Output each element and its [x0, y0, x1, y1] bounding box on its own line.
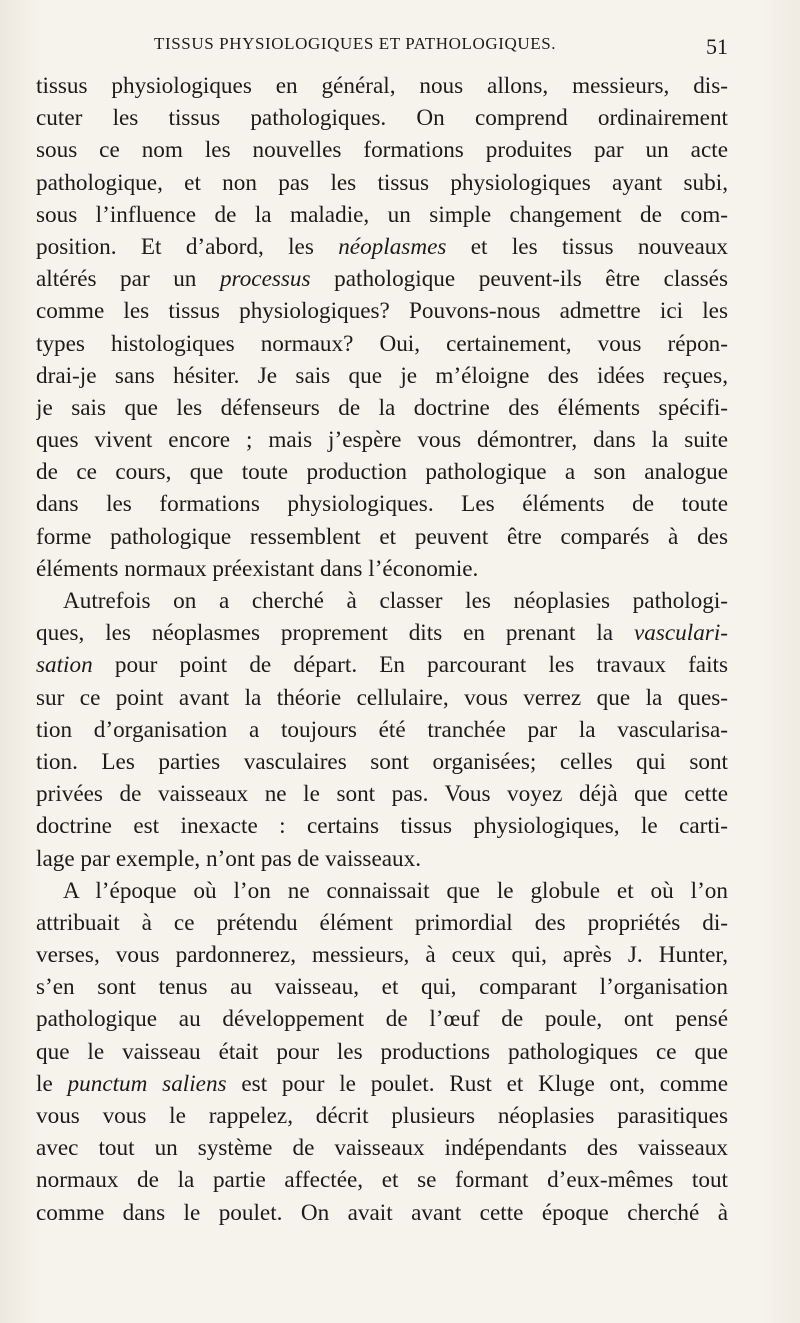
running-title: TISSUS PHYSIOLOGIQUES ET PATHOLOGIQUES. [154, 34, 557, 53]
text-line [36, 1100, 728, 1132]
text-segment: position. Et d’abord, les [36, 233, 339, 260]
text-segment: forme pathologique ressemblent et peuvent être comparés à des [36, 523, 728, 550]
text-line [36, 488, 728, 520]
text-segment: normaux de la partie affectée, et se formant d’eux-mêmes tout [36, 1167, 728, 1194]
text-segment: attribuait à ce prétendu élément primordial des propriétés di- [36, 909, 728, 936]
text-segment: pour point de départ. En parcourant les travaux faits [92, 652, 728, 679]
text-segment: A l’époque où l’on ne connaissait que le globule et où l’on [63, 877, 728, 904]
text-segment: sur ce point avant la théorie cellulaire, vous verrez que la ques- [36, 684, 728, 711]
text-line [36, 231, 728, 263]
text-segment: est pour le poulet. Rust et Kluge ont, comme [226, 1070, 728, 1097]
text-line [36, 971, 728, 1003]
text-line [36, 1036, 728, 1068]
text-segment: types histologiques normaux? Oui, certainement, vous répon- [36, 330, 728, 357]
text-segment: tion. Les parties vasculaires sont organisées; celles qui sont [36, 748, 728, 775]
text-line [36, 392, 728, 424]
text-segment: que le vaisseau était pour les productions pathologiques ce que [36, 1038, 728, 1065]
text-line [36, 1068, 728, 1100]
italic-term: vasculari- [633, 620, 728, 647]
text-segment: comme les tissus physiologiques? Pouvons-nous admettre ici les [36, 298, 728, 325]
text-segment: je sais que les défenseurs de la doctrine des éléments spécifi- [36, 394, 728, 421]
text-line [36, 134, 728, 166]
text-segment: privées de vaisseaux ne le sont pas. Vous voyez déjà que cette [36, 781, 728, 808]
text-line [36, 167, 728, 199]
text-line [36, 682, 728, 714]
text-segment: ques, les néoplasmes proprement dits en prenant la [36, 620, 634, 647]
italic-term: néoplasmes [338, 233, 447, 260]
text-segment: tion d’organisation a toujours été tranchée par la vascularisa- [36, 716, 728, 743]
text-line [36, 102, 728, 134]
text-segment: altérés par un [36, 266, 220, 293]
text-segment: verses, vous pardonnerez, messieurs, à ceux qui, après J. Hunter, [36, 942, 728, 969]
text-line [36, 360, 728, 392]
text-segment: sous l’influence de la maladie, un simple changement de com- [36, 201, 728, 228]
text-line [36, 199, 728, 231]
text-line [36, 521, 728, 553]
text-segment: doctrine est inexacte : certains tissus physiologiques, le carti- [36, 813, 728, 840]
text-segment: drai-je sans hésiter. Je sais que je m’éloigne des idées reçues, [36, 362, 728, 389]
text-line [36, 875, 728, 907]
text-line [36, 617, 728, 649]
text-segment: pathologique au développement de l’œuf de poule, ont pensé [36, 1006, 728, 1033]
text-segment: vous vous le rappelez, décrit plusieurs néoplasies parasitiques [36, 1103, 728, 1129]
page-number: 51 [706, 34, 728, 59]
text-line [36, 585, 728, 617]
italic-term: processus [219, 266, 311, 293]
text-segment: lage par exemple, n’ont pas de vaisseaux. [36, 845, 422, 872]
italic-term: sation [36, 652, 93, 679]
text-line [36, 907, 728, 939]
text-line [36, 553, 728, 585]
text-line [36, 714, 728, 746]
text-line [36, 424, 728, 456]
text-line [36, 456, 728, 488]
italic-term: punctum saliens [67, 1070, 227, 1097]
running-head [36, 34, 728, 60]
text-line [36, 778, 728, 810]
text-line [36, 939, 728, 971]
text-segment: avec tout un système de vaisseaux indépendants des vaisseaux [36, 1135, 728, 1162]
text-line [36, 1164, 728, 1196]
text-line [36, 843, 728, 875]
text-line [36, 263, 728, 295]
text-segment: Autrefois on a cherché à classer les néoplasies pathologi- [63, 588, 728, 614]
text-line [36, 1197, 728, 1229]
text-segment: sous ce nom les nouvelles formations produites par un acte [36, 137, 728, 164]
text-line [36, 70, 728, 102]
text-line [36, 328, 728, 360]
body-text [36, 70, 728, 1229]
text-line [36, 810, 728, 842]
text-segment: et les tissus nouveaux [446, 233, 728, 260]
text-segment: dans les formations physiologiques. Les éléments de toute [36, 491, 728, 518]
text-segment: pathologique peuvent-ils être classés [310, 266, 728, 293]
text-line [36, 746, 728, 778]
text-line [36, 1003, 728, 1035]
text-segment: éléments normaux préexistant dans l’économie. [36, 555, 479, 582]
text-line [36, 295, 728, 327]
text-segment: s’en sont tenus au vaisseau, et qui, comparant l’organisation [36, 974, 728, 1001]
text-line [36, 649, 728, 681]
text-segment: pathologique, et non pas les tissus physiologiques ayant subi, [36, 169, 728, 196]
text-segment: de ce cours, que toute production pathologique a son analogue [36, 459, 728, 486]
text-segment: comme dans le poulet. On avait avant cette époque cherché à [36, 1199, 728, 1226]
text-segment: cuter les tissus pathologiques. On comprend ordinairement [36, 105, 728, 132]
text-line [36, 1132, 728, 1164]
text-segment: ques vivent encore ; mais j’espère vous démontrer, dans la suite [36, 427, 728, 454]
text-segment: le [36, 1070, 68, 1097]
text-segment: tissus physiologiques en général, nous allons, messieurs, dis- [36, 73, 728, 99]
